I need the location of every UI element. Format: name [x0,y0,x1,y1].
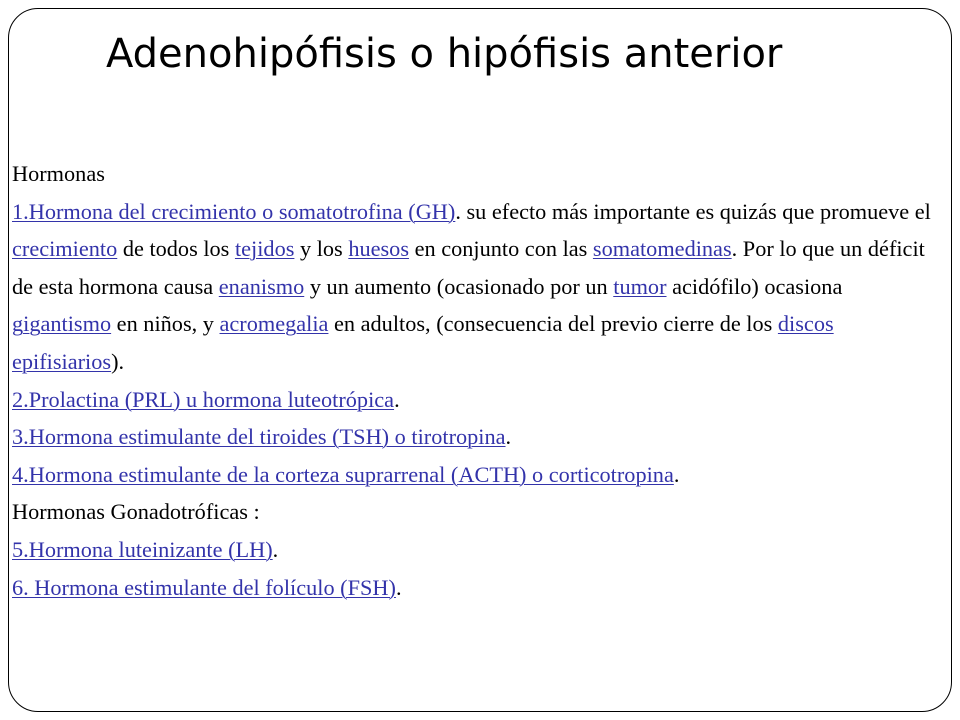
link-tumor[interactable]: tumor [613,273,667,299]
gh-paragraph [12,193,932,381]
slide-title: Adenohipófisis o hipófisis anterior [106,31,783,77]
hormone-item-suffix: . [394,386,400,412]
hormone-item-suffix: . [505,424,512,450]
gh-text-6: y un aumento (ocasionado por un [304,273,614,299]
gonadotropic-heading: Hormonas Gonadotróficas : [12,499,260,525]
gh-text-4: en conjunto con las [409,236,593,262]
link-lh[interactable]: 5.Hormona luteinizante (LH) [12,536,273,562]
gh-text-5: . Por lo que un déficit de esta hormona causa [12,236,925,299]
gh-text-3: y los [294,236,349,262]
hormone-item-tsh [12,418,932,456]
hormone-item-suffix: . [673,461,680,487]
gh-text-2: de todos los [117,236,235,262]
hormone-item-prolactin [12,381,932,419]
hormone-item-acth [12,456,932,494]
link-tsh[interactable]: 3.Hormona estimulante del tiroides (TSH) o tirotropina [12,424,506,450]
link-huesos[interactable]: huesos [348,236,410,262]
hormonas-heading: Hormonas [12,161,105,186]
link-gigantismo[interactable]: gigantismo [12,311,112,337]
gh-text-9: en adultos, (consecuencia del previo cierre de los [328,311,778,337]
gh-text-10: ). [111,348,125,374]
gh-text-8: en niños, y [111,311,220,337]
hormone-item-fsh [12,569,932,607]
link-crecimiento[interactable]: crecimiento [12,236,118,262]
gh-text-7: acidófilo) ocasiona [666,273,843,299]
link-somatomedinas[interactable]: somatomedinas [592,236,732,262]
link-acth[interactable]: 4.Hormona estimulante de la corteza suprarrenal (ACTH) o corticotropina [12,461,674,487]
hormone-item-suffix: . [272,536,279,562]
link-growth-hormone[interactable]: 1.Hormona del crecimiento o somatotrofina (GH) [12,198,456,224]
hormone-item-suffix: . [395,574,402,600]
link-tejidos[interactable]: tejidos [234,236,295,262]
hormone-item-lh [12,531,932,569]
link-fsh[interactable]: 6. Hormona estimulante del folículo (FSH) [12,574,396,600]
link-prolactin[interactable]: 2.Prolactina (PRL) u hormona luteotrópica [12,386,395,412]
link-discos-epifisiarios[interactable]: discos epifisiarios [12,311,834,374]
link-enanismo[interactable]: enanismo [218,273,305,299]
slide-body [12,155,932,606]
gh-text-1: . su efecto más importante es quizás que promueve el [455,198,931,224]
link-acromegalia[interactable]: acromegalia [219,311,329,337]
